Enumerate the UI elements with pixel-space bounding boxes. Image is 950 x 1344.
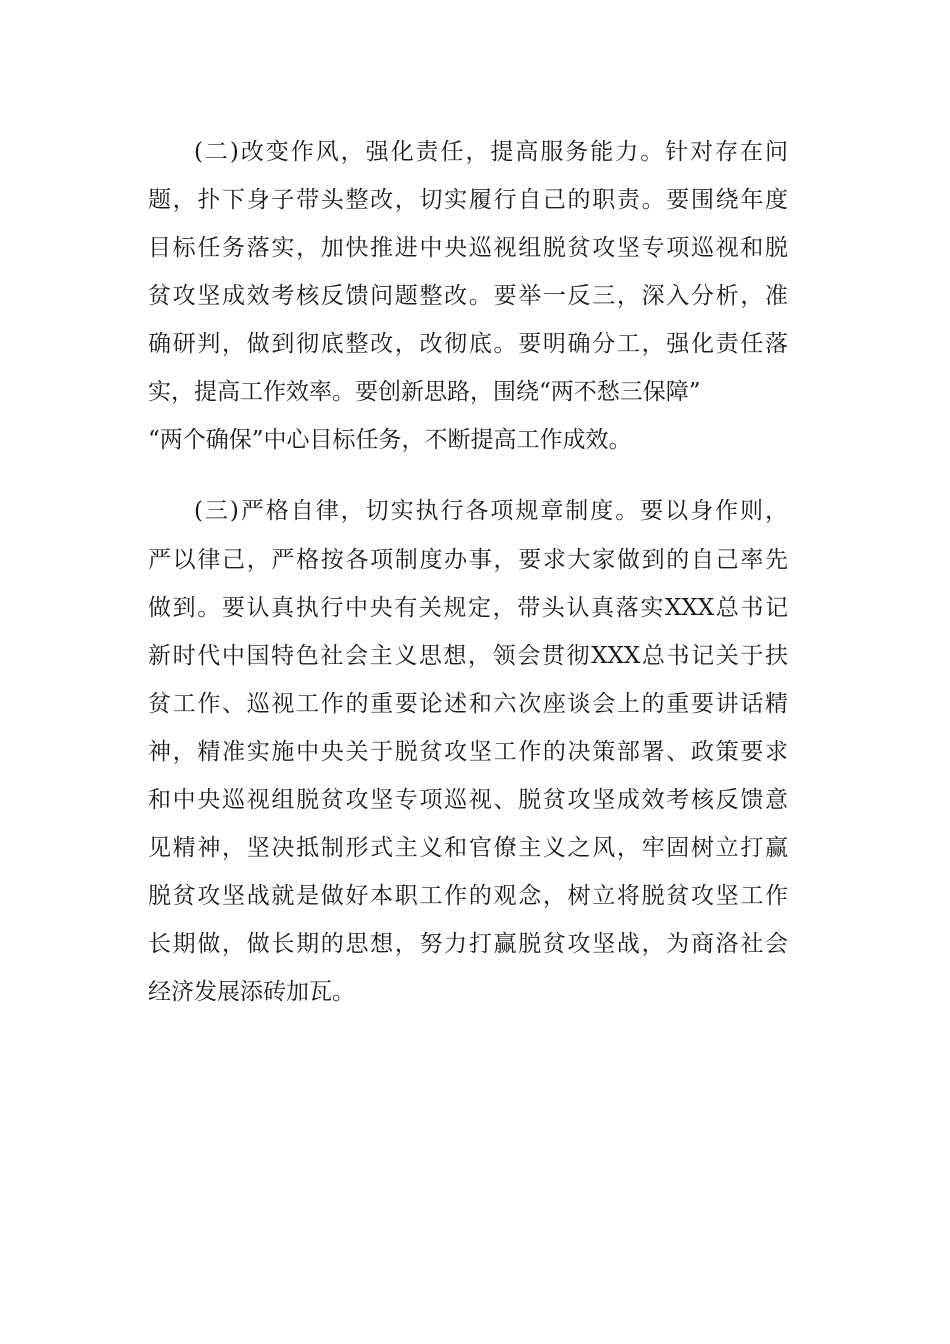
paragraph-line: 神，精准实施中央关于脱贫攻坚工作的决策部署、政策要求 bbox=[148, 739, 788, 765]
paragraph-line: 确研判，做到彻底整改，改彻底。要明确分工，强化责任落 bbox=[148, 331, 788, 357]
paragraph-line: 贫攻坚成效考核反馈问题整改。要举一反三，深入分析，准 bbox=[148, 283, 788, 309]
paragraph-line: 长期做，做长期的思想，努力打赢脱贫攻坚战，为商洛社会 bbox=[148, 931, 788, 957]
paragraph-line: 做到。要认真执行中央有关规定，带头认真落实XXX总书记 bbox=[148, 595, 788, 621]
paragraph-line: 目标任务落实，加快推进中央巡视组脱贫攻坚专项巡视和脱 bbox=[148, 235, 788, 261]
paragraph-line: 经济发展添砖加瓦。 bbox=[148, 979, 355, 1005]
paragraph-line: 新时代中国特色社会主义思想，领会贯彻XXX总书记关于扶 bbox=[148, 643, 788, 669]
paragraph-line: (二)改变作风，强化责任，提高服务能力。针对存在问 bbox=[194, 139, 788, 165]
paragraph-line: 脱贫攻坚战就是做好本职工作的观念，树立将脱贫攻坚工作 bbox=[148, 883, 788, 909]
paragraph-line: (三)严格自律，切实执行各项规章制度。要以身作则， bbox=[194, 498, 788, 524]
paragraph-line: “两个确保”中心目标任务，不断提高工作成效。 bbox=[148, 427, 632, 453]
paragraph-line: 和中央巡视组脱贫攻坚专项巡视、脱贫攻坚成效考核反馈意 bbox=[148, 787, 788, 813]
paragraph-line: 题，扑下身子带头整改，切实履行自己的职责。要围绕年度 bbox=[148, 187, 788, 213]
paragraph-line: 贫工作、巡视工作的重要论述和六次座谈会上的重要讲话精 bbox=[148, 691, 788, 717]
paragraph-line: 严以律己，严格按各项制度办事，要求大家做到的自己率先 bbox=[148, 547, 788, 573]
paragraph-line: 实，提高工作效率。要创新思路，围绕“两不愁三保障” bbox=[148, 379, 701, 405]
paragraph-line: 见精神，坚决抵制形式主义和官僚主义之风，牢固树立打赢 bbox=[148, 835, 788, 861]
